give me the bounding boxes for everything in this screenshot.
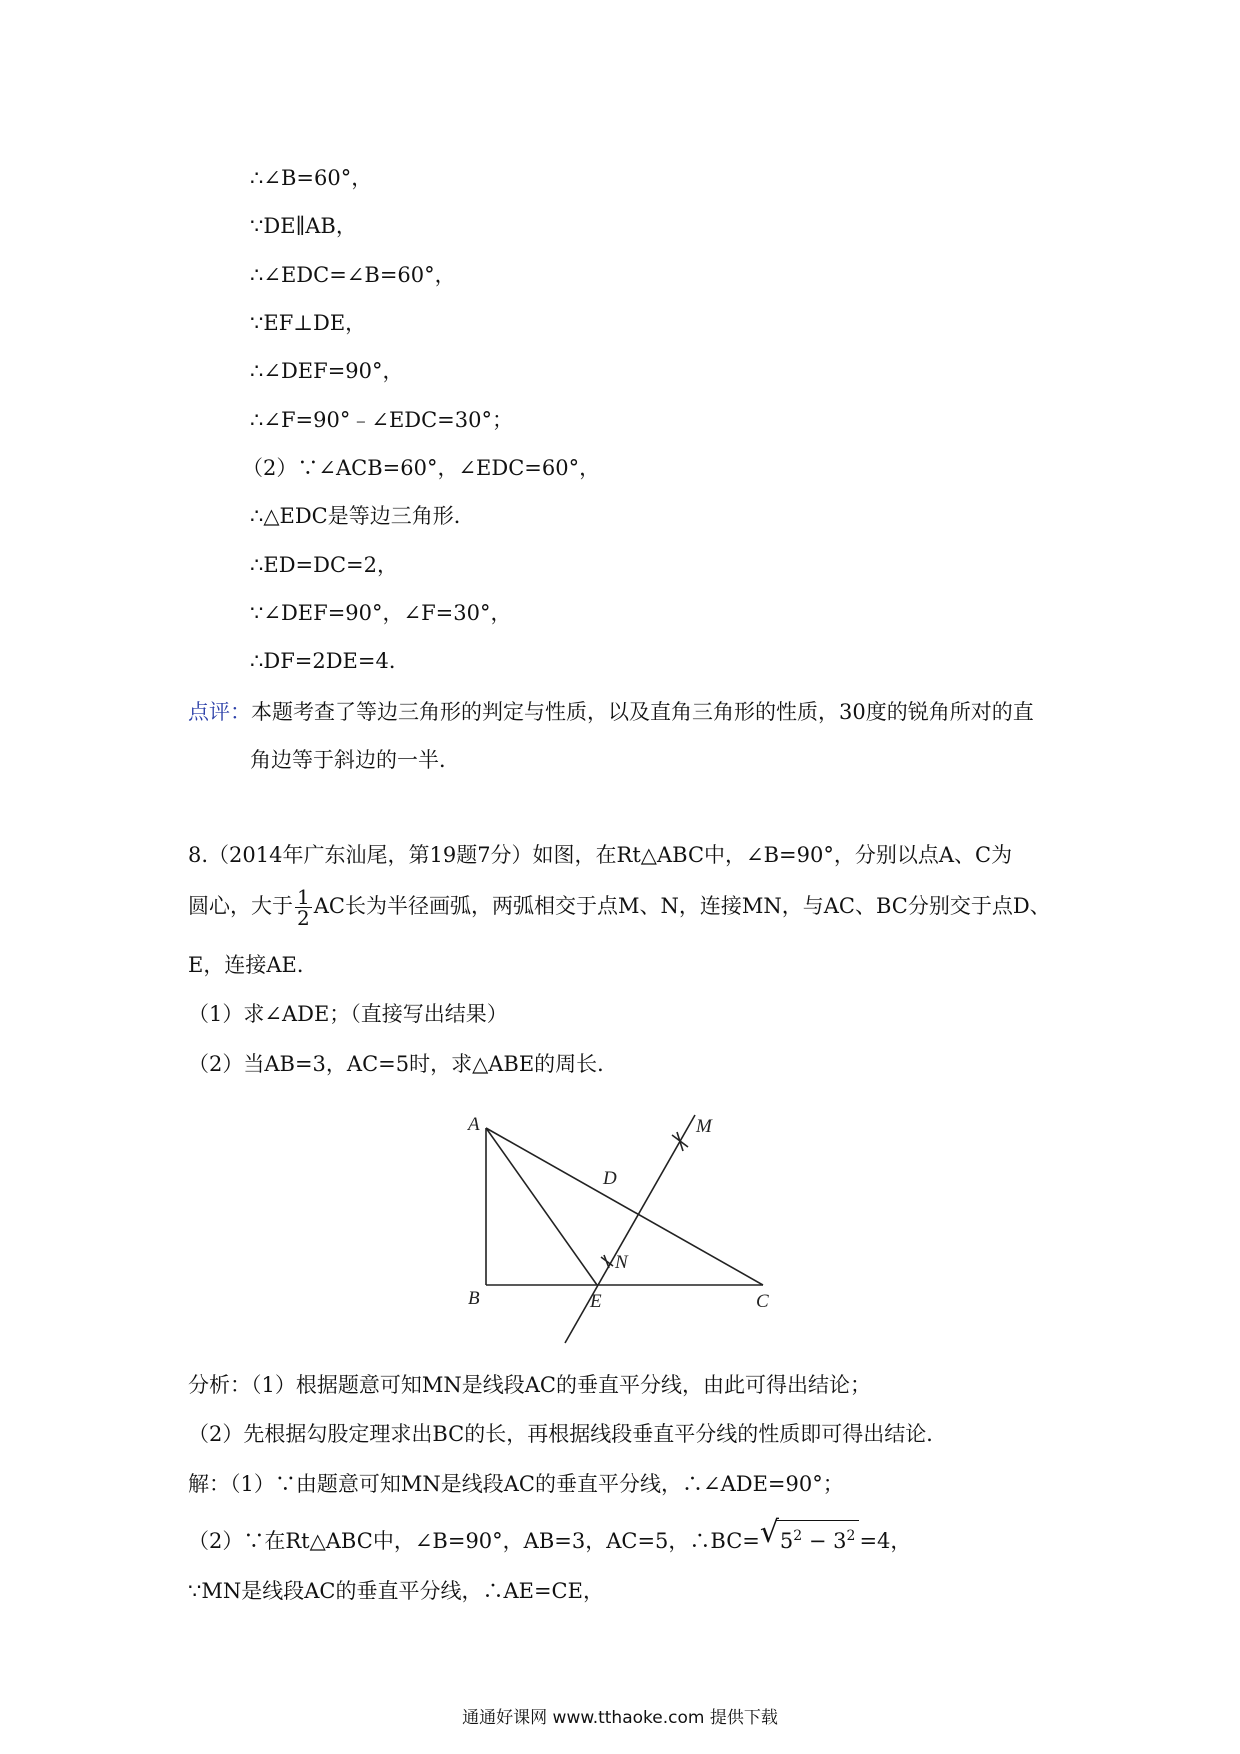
solution-line-2-pre: （2）∵在Rt△ABC中，∠B=90°，AB=3，AC=5，∴BC=	[188, 1529, 760, 1553]
problem-line-2-post: AC长为半径画弧，两弧相交于点M、N，连接MN，与AC、BC分别交于点D、	[313, 894, 1051, 918]
proof-line-2: ∵DE∥AB，	[250, 214, 357, 238]
fraction-numerator: 1	[297, 885, 310, 909]
segment-ae	[486, 1128, 597, 1285]
radicand-base-a: 5	[779, 1529, 794, 1553]
label-a: A	[468, 1114, 480, 1135]
proof-line-7: （2）∵∠ACB=60°，∠EDC=60°，	[242, 456, 601, 480]
label-d: D	[603, 1168, 617, 1189]
review-line-2: 角边等于斜边的一半．	[250, 748, 460, 772]
proof-line-5: ∴∠DEF=90°，	[250, 359, 404, 383]
radical-sign: √	[759, 1515, 780, 1550]
problem-line-2	[188, 887, 1051, 928]
review-text-1: 本题考查了等边三角形的判定与性质，以及直角三角形的性质，30度的锐角所对的直	[251, 700, 1034, 724]
fraction-one-half	[295, 887, 312, 928]
question-2: （2）当AB=3，AC=5时，求△ABE的周长．	[188, 1052, 619, 1076]
label-e: E	[590, 1291, 602, 1312]
review-line-1	[188, 697, 1034, 727]
proof-line-10: ∵∠DEF=90°，∠F=30°，	[250, 601, 512, 625]
label-c: C	[756, 1291, 769, 1312]
square-root-expression	[759, 1515, 860, 1556]
arc-mark-m-2	[677, 1132, 683, 1151]
line-mn	[565, 1115, 695, 1343]
solution-line-2-post: =4，	[859, 1529, 912, 1553]
analysis-line-1: 分析：（1）根据题意可知MN是线段AC的垂直平分线，由此可得出结论；	[188, 1373, 871, 1397]
problem-line-2-pre: 圆心，大于	[188, 894, 293, 918]
proof-line-9: ∴ED=DC=2，	[250, 553, 398, 577]
page-footer: 通通好课网 www.tthaoke.com 提供下载	[462, 1708, 778, 1728]
label-n: N	[615, 1252, 628, 1273]
proof-line-3: ∴∠EDC=∠B=60°，	[250, 263, 456, 287]
solution-line-1: 解：（1）∵由题意可知MN是线段AC的垂直平分线，∴∠ADE=90°；	[188, 1472, 844, 1496]
fraction-denominator: 2	[297, 906, 310, 930]
question-1: （1）求∠ADE；（直接写出结果）	[188, 1002, 508, 1026]
proof-line-8: ∴△EDC是等边三角形．	[250, 504, 475, 528]
solution-line-3: ∵MN是线段AC的垂直平分线，∴AE=CE，	[188, 1579, 604, 1603]
exponent-a: 2	[793, 1528, 803, 1544]
review-label: 点评：	[188, 700, 251, 724]
problem-line-1: 8.（2014年广东汕尾，第19题7分）如图，在Rt△ABC中，∠B=90°，分别以点A、C为	[188, 843, 1013, 867]
radicand-base-b: 3	[833, 1529, 847, 1553]
proof-line-11: ∴DF=2DE=4．	[250, 649, 410, 673]
proof-line-4: ∵EF⊥DE，	[250, 311, 367, 335]
proof-line-1: ∴∠B=60°，	[250, 166, 373, 190]
radicand: $5^2 - 3^2$	[776, 1520, 860, 1556]
proof-line-6: ∴∠F=90°﹣∠EDC=30°；	[250, 408, 513, 432]
label-b: B	[468, 1288, 480, 1309]
label-m: M	[696, 1116, 712, 1137]
exponent-b: 2	[846, 1528, 856, 1544]
problem-line-3: E，连接AE．	[188, 953, 318, 977]
geometry-figure	[460, 1108, 790, 1348]
solution-line-2	[188, 1515, 912, 1556]
analysis-line-2: （2）先根据勾股定理求出BC的长，再根据线段垂直平分线的性质即可得出结论．	[188, 1422, 948, 1446]
